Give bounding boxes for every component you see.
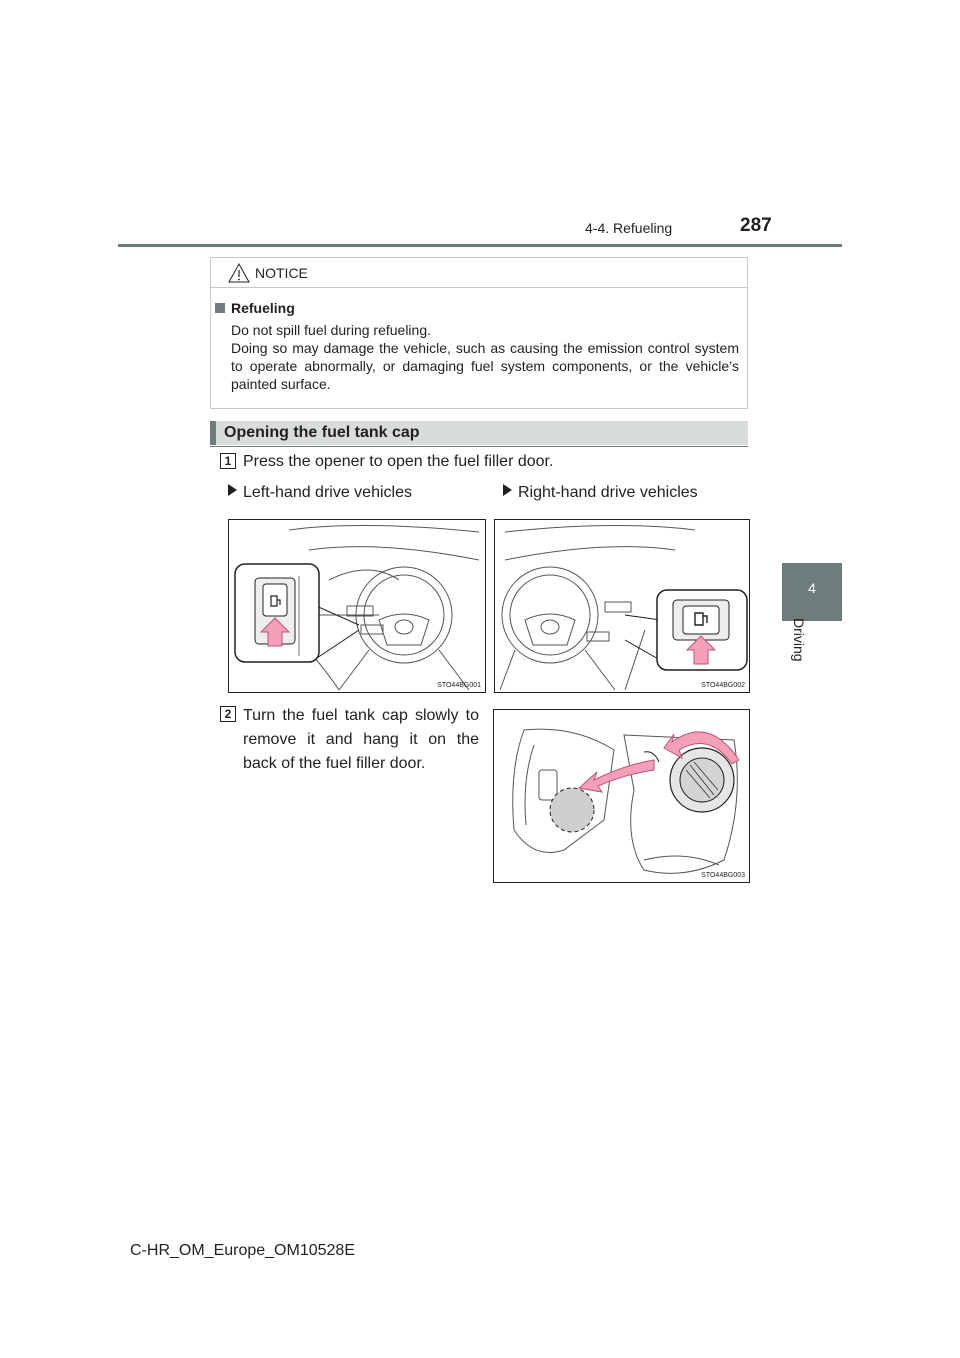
notice-box: [210, 257, 748, 409]
fuel-cap-illustration: [494, 710, 750, 883]
figure-rhd-opener: [494, 519, 750, 693]
dashboard-illustration-lhd: [229, 520, 486, 693]
section-heading-text: Opening the fuel tank cap: [224, 424, 420, 441]
sub-label-left-text: Left-hand drive vehicles: [243, 484, 412, 501]
triangle-bullet-icon: [503, 484, 512, 496]
figure-lhd-opener: [228, 519, 486, 693]
document-id: C-HR_OM_Europe_OM10528E: [130, 1242, 355, 1259]
section-heading: [210, 421, 748, 445]
section-title: 4-4. Refueling: [585, 220, 673, 236]
section-rule: [210, 446, 748, 447]
figure-code: STO44BG001: [437, 682, 481, 689]
warning-icon: [227, 262, 251, 284]
notice-subheading-text: Refueling: [231, 300, 295, 316]
step-text-2: Turn the fuel tank cap slowly to remove it and hang it on the back of the fuel filler door.: [243, 707, 479, 772]
notice-body: Do not spill fuel during refueling. Doing so may damage the vehicle, such as causing the emission control system to operate abnormally, or damaging fuel system components, or the vehicle’s painted surface.: [231, 322, 739, 392]
triangle-bullet-icon: [228, 484, 237, 496]
square-bullet-icon: [215, 303, 225, 313]
sub-label-left: [228, 484, 412, 502]
chapter-number: 4: [808, 580, 816, 596]
figure-code: STO44BG002: [701, 682, 745, 689]
section-stripe: [210, 421, 216, 445]
step-number-1: 1: [220, 453, 236, 469]
notice-label: NOTICE: [255, 265, 308, 281]
sub-label-right: [503, 484, 698, 502]
figure-fuel-cap: [493, 709, 750, 883]
page-number: 287: [740, 215, 772, 236]
sub-label-right-text: Right-hand drive vehicles: [518, 484, 698, 501]
chapter-tab: [782, 563, 842, 621]
dashboard-illustration-rhd: [495, 520, 750, 693]
header-rule: [118, 244, 842, 247]
notice-header: [211, 258, 747, 288]
chapter-label: Driving: [791, 618, 807, 662]
step-number-2: 2: [220, 706, 236, 722]
figure-code: STO44BG003: [701, 872, 745, 879]
notice-subheading: [215, 300, 295, 316]
step-text-1: Press the opener to open the fuel filler door.: [243, 453, 554, 470]
